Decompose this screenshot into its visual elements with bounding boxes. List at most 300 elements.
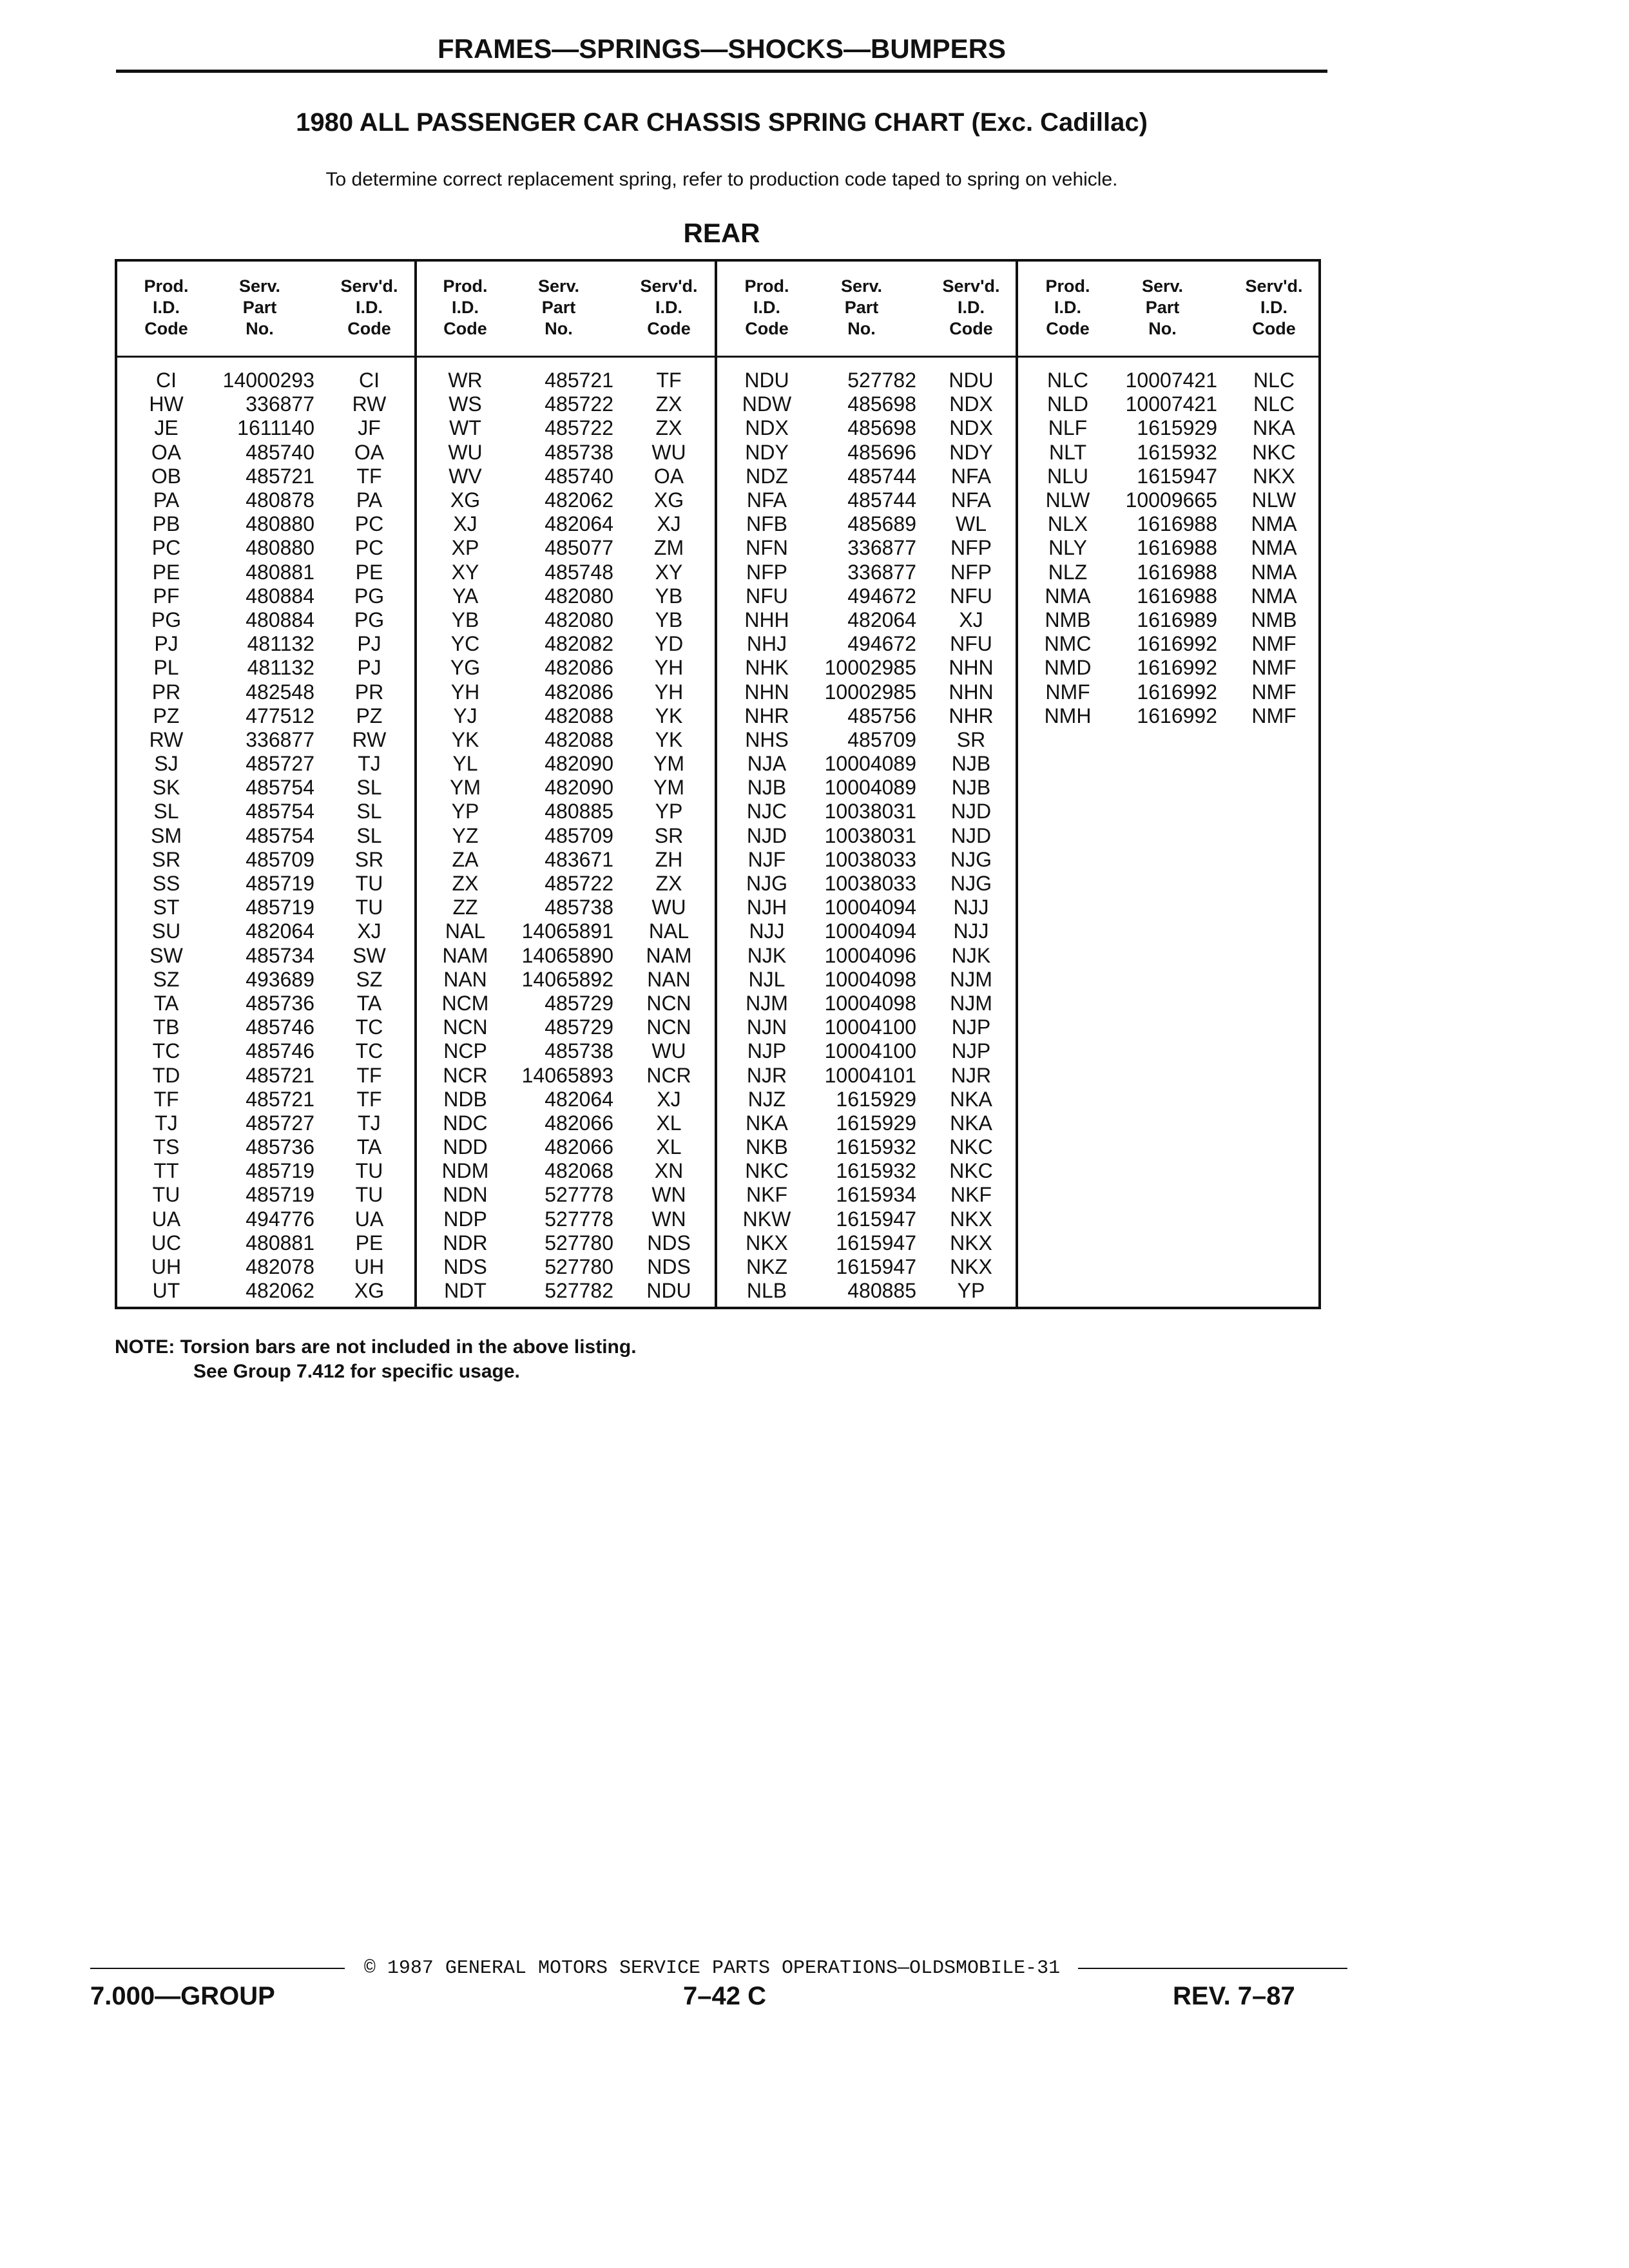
table-row <box>128 896 424 919</box>
table-row <box>427 848 724 872</box>
servd-id-code: WU <box>651 1039 686 1063</box>
servd-id-code: SZ <box>356 967 383 991</box>
servd-id-code: NJB <box>951 776 991 800</box>
prod-id-code: NLU <box>1046 464 1088 488</box>
column-headers <box>727 276 1026 340</box>
serv-part-no: 1616988 <box>1137 584 1217 608</box>
prod-id-code: TA <box>153 991 179 1015</box>
servd-id-code: SW <box>352 943 386 967</box>
table-row <box>727 872 1026 896</box>
servd-id-code: YB <box>655 584 683 608</box>
column-header: Serv'd. I.D. Code <box>640 276 698 338</box>
serv-part-no: 482066 <box>545 1135 613 1159</box>
serv-part-no: 485748 <box>545 560 613 584</box>
prod-id-code: UC <box>151 1231 182 1254</box>
table-row <box>727 1159 1026 1183</box>
column-header: Prod. I.D. Code <box>144 276 189 338</box>
prod-id-code: TT <box>153 1159 179 1183</box>
servd-id-code: TC <box>355 1015 383 1039</box>
serv-part-no: 480885 <box>847 1279 916 1303</box>
prod-id-code: YL <box>452 752 478 776</box>
table-row <box>727 680 1026 704</box>
prod-id-code: NCM <box>441 991 489 1015</box>
table-row <box>427 536 724 560</box>
table-row <box>128 968 424 992</box>
table-row <box>128 1207 424 1231</box>
serv-part-no: 527782 <box>545 1279 613 1303</box>
serv-part-no: 482090 <box>545 752 613 776</box>
prod-id-code: NLZ <box>1048 560 1088 584</box>
serv-part-no: 485722 <box>545 872 613 896</box>
column-header: Prod. I.D. Code <box>744 276 789 338</box>
servd-id-code: PJ <box>357 656 381 680</box>
serv-part-no: 485740 <box>246 440 314 464</box>
prod-id-code: NAN <box>443 967 487 991</box>
serv-part-no: 482064 <box>246 919 314 943</box>
table-row <box>427 704 724 728</box>
serv-part-no: 494672 <box>847 584 916 608</box>
servd-id-code: XL <box>656 1111 682 1135</box>
servd-id-code: PA <box>356 488 383 512</box>
servd-id-code: NDX <box>949 392 993 416</box>
table-row <box>427 632 724 656</box>
serv-part-no: 482062 <box>246 1279 314 1303</box>
serv-part-no: 10004089 <box>824 776 916 800</box>
serv-part-no: 482064 <box>847 608 916 631</box>
servd-id-code: NJJ <box>953 896 989 919</box>
table-row <box>128 656 424 680</box>
table-row <box>727 1039 1026 1063</box>
serv-part-no: 480884 <box>246 608 314 631</box>
table-row <box>727 1088 1026 1111</box>
table-row <box>727 512 1026 536</box>
servd-id-code: TC <box>355 1039 383 1063</box>
prod-id-code: TD <box>152 1063 180 1087</box>
servd-id-code: NFU <box>950 584 992 608</box>
servd-id-code: NJB <box>951 752 991 776</box>
serv-part-no: 482088 <box>545 727 613 751</box>
section-title: REAR <box>683 218 760 248</box>
table-row <box>128 536 424 560</box>
prod-id-code: NCN <box>443 1015 488 1039</box>
servd-id-code: WU <box>651 440 686 464</box>
prod-id-code: SL <box>153 800 179 823</box>
prod-id-code: OB <box>151 464 182 488</box>
table-row <box>128 728 424 752</box>
serv-part-no: 480880 <box>246 512 314 536</box>
servd-id-code: TU <box>355 1183 383 1207</box>
table-row <box>128 1135 424 1159</box>
servd-id-code: ZM <box>653 536 684 560</box>
serv-part-no: 482548 <box>246 680 314 704</box>
serv-part-no: 485746 <box>246 1039 314 1063</box>
table-row <box>128 680 424 704</box>
table-row <box>727 561 1026 584</box>
serv-part-no: 482082 <box>545 632 613 656</box>
servd-id-code: NJJ <box>953 919 989 943</box>
prod-id-code: NHR <box>744 704 789 727</box>
table-row <box>727 848 1026 872</box>
servd-id-code: YK <box>655 704 683 727</box>
table-row <box>727 728 1026 752</box>
prod-id-code: XY <box>451 560 479 584</box>
serv-part-no: 485729 <box>545 991 613 1015</box>
prod-id-code: HW <box>149 392 184 416</box>
serv-part-no: 1615929 <box>836 1087 916 1111</box>
serv-part-no: 485719 <box>246 896 314 919</box>
prod-id-code: NHJ <box>746 632 787 656</box>
servd-id-code: NAM <box>646 943 692 967</box>
column-headers <box>1028 276 1331 340</box>
serv-part-no: 1611140 <box>237 416 314 440</box>
servd-id-code: NFP <box>950 536 992 560</box>
prod-id-code: NJK <box>747 943 787 967</box>
servd-id-code: NMF <box>1251 680 1296 704</box>
prod-id-code: PC <box>151 536 181 560</box>
servd-id-code: SL <box>356 776 382 800</box>
table-row <box>128 919 424 943</box>
prod-id-code: XP <box>451 536 479 560</box>
servd-id-code: NKA <box>1253 416 1295 440</box>
prod-id-code: WR <box>448 369 483 392</box>
servd-id-code: NLW <box>1251 488 1296 512</box>
serv-part-no: 1616988 <box>1137 512 1217 536</box>
note-line-1: NOTE: Torsion bars are not included in the above listing. <box>115 1336 637 1358</box>
prod-id-code: SJ <box>154 752 178 776</box>
serv-part-no: 482086 <box>545 656 613 680</box>
servd-id-code: NHN <box>949 680 994 704</box>
table-row <box>128 944 424 968</box>
footer-page-number: 7–42 C <box>683 1982 766 2010</box>
prod-id-code: NJA <box>747 752 787 776</box>
table-row <box>427 1063 724 1087</box>
serv-part-no: 527778 <box>545 1183 613 1207</box>
servd-id-code: PJ <box>357 632 381 656</box>
prod-id-code: NHK <box>745 656 789 680</box>
prod-id-code: NDB <box>443 1087 487 1111</box>
table-row <box>1028 416 1331 440</box>
prod-id-code: UT <box>152 1279 180 1303</box>
servd-id-code: OA <box>354 440 385 464</box>
footer-group: 7.000—GROUP <box>90 1982 275 2010</box>
prod-id-code: NKA <box>746 1111 788 1135</box>
servd-id-code: ZH <box>655 847 683 871</box>
serv-part-no: 485736 <box>246 991 314 1015</box>
prod-id-code: YA <box>452 584 479 608</box>
table-row <box>727 800 1026 823</box>
prod-id-code: YJ <box>453 704 477 727</box>
column-header: Serv. Part No. <box>537 276 580 338</box>
table-row <box>1028 680 1331 704</box>
servd-id-code: XL <box>656 1135 682 1159</box>
table-row <box>128 1015 424 1039</box>
serv-part-no: 485734 <box>246 943 314 967</box>
table-row <box>427 1159 724 1183</box>
servd-id-code: NKA <box>950 1087 992 1111</box>
serv-part-no: 485729 <box>545 1015 613 1039</box>
servd-id-code: NJG <box>950 847 992 871</box>
prod-id-code: NJG <box>746 872 787 896</box>
servd-id-code: YM <box>653 776 684 800</box>
serv-part-no: 485738 <box>545 1039 613 1063</box>
servd-id-code: YH <box>654 680 684 704</box>
serv-part-no: 482068 <box>545 1159 613 1183</box>
prod-id-code: NJZ <box>747 1087 786 1111</box>
table-row <box>727 1183 1026 1207</box>
serv-part-no: 1615929 <box>1137 416 1217 440</box>
table-row <box>427 752 724 776</box>
servd-id-code: WL <box>956 512 987 536</box>
servd-id-code: PC <box>354 512 384 536</box>
note-line-2: See Group 7.412 for specific usage. <box>193 1361 520 1382</box>
serv-part-no: 14065893 <box>521 1063 613 1087</box>
servd-id-code: WU <box>651 896 686 919</box>
prod-id-code: NDT <box>444 1279 487 1303</box>
column-header: Serv. Part No. <box>238 276 281 338</box>
serv-part-no: 494776 <box>246 1207 314 1231</box>
table-row <box>727 369 1026 392</box>
servd-id-code: NKC <box>1252 440 1296 464</box>
serv-part-no: 485721 <box>545 369 613 392</box>
serv-part-no: 485744 <box>847 488 916 512</box>
servd-id-code: TF <box>356 1063 382 1087</box>
table-row <box>128 1159 424 1183</box>
footer-rule <box>90 1968 345 1969</box>
serv-part-no: 10038033 <box>824 872 916 896</box>
servd-id-code: UH <box>354 1255 385 1279</box>
serv-part-no: 14065892 <box>521 967 613 991</box>
servd-id-code: NJP <box>951 1039 991 1063</box>
table-row <box>727 1231 1026 1255</box>
serv-part-no: 10004098 <box>824 967 916 991</box>
servd-id-code: CI <box>359 369 380 392</box>
prod-id-code: SS <box>152 872 180 896</box>
servd-id-code: SL <box>356 800 382 823</box>
table-row <box>727 1135 1026 1159</box>
prod-id-code: PL <box>153 656 179 680</box>
servd-id-code: JF <box>358 416 381 440</box>
prod-id-code: NKF <box>746 1183 787 1207</box>
servd-id-code: RW <box>352 727 387 751</box>
table-row <box>727 704 1026 728</box>
servd-id-code: NMA <box>1251 584 1297 608</box>
table-row <box>727 1279 1026 1303</box>
prod-id-code: TS <box>153 1135 180 1159</box>
prod-id-code: ZZ <box>452 896 478 919</box>
table-row <box>128 1183 424 1207</box>
table-row <box>128 1088 424 1111</box>
prod-id-code: NLC <box>1046 369 1088 392</box>
serv-part-no: 527778 <box>545 1207 613 1231</box>
prod-id-code: YZ <box>452 823 479 847</box>
serv-part-no: 485721 <box>246 464 314 488</box>
prod-id-code: YG <box>450 656 481 680</box>
prod-id-code: NJH <box>746 896 787 919</box>
servd-id-code: XJ <box>657 1087 681 1111</box>
serv-part-no: 10007421 <box>1125 369 1217 392</box>
prod-id-code: TB <box>153 1015 180 1039</box>
table-row <box>727 1111 1026 1135</box>
prod-id-code: YC <box>450 632 480 656</box>
table-row <box>427 1279 724 1303</box>
table-row <box>1028 584 1331 608</box>
serv-part-no: 10038033 <box>824 847 916 871</box>
serv-part-no: 1616989 <box>1137 608 1217 631</box>
column-header: Prod. I.D. Code <box>443 276 488 338</box>
table-row <box>1028 392 1331 416</box>
servd-id-code: PE <box>355 560 383 584</box>
prod-id-code: NCP <box>443 1039 487 1063</box>
servd-id-code: NHR <box>949 704 994 727</box>
servd-id-code: NMB <box>1251 608 1297 631</box>
servd-id-code: NMA <box>1251 512 1297 536</box>
serv-part-no: 336877 <box>847 536 916 560</box>
table-row <box>1028 536 1331 560</box>
table-row <box>727 992 1026 1015</box>
prod-id-code: YK <box>451 727 479 751</box>
serv-part-no: 482086 <box>545 680 613 704</box>
table-row <box>427 1255 724 1279</box>
servd-id-code: NDU <box>949 369 994 392</box>
servd-id-code: XY <box>655 560 683 584</box>
servd-id-code: NMA <box>1251 536 1297 560</box>
table-row <box>128 1063 424 1087</box>
table-row <box>427 919 724 943</box>
table-row <box>727 919 1026 943</box>
table-row <box>727 465 1026 488</box>
table-row <box>1028 656 1331 680</box>
prod-id-code: TC <box>152 1039 180 1063</box>
table-row <box>1028 561 1331 584</box>
prod-id-code: YM <box>450 776 481 800</box>
table-row <box>727 632 1026 656</box>
serv-part-no: 480881 <box>246 560 314 584</box>
serv-part-no: 480885 <box>545 800 613 823</box>
table-row <box>128 1279 424 1303</box>
table-row <box>128 441 424 465</box>
prod-id-code: NFB <box>746 512 787 536</box>
table-row <box>427 561 724 584</box>
serv-part-no: 10004100 <box>824 1039 916 1063</box>
prod-id-code: NMA <box>1045 584 1091 608</box>
column-headers <box>427 276 724 340</box>
servd-id-code: NFA <box>950 464 992 488</box>
serv-part-no: 485727 <box>246 1111 314 1135</box>
column-header: Serv'd. I.D. Code <box>340 276 398 338</box>
servd-id-code: NJP <box>951 1015 991 1039</box>
serv-part-no: 482090 <box>545 776 613 800</box>
serv-part-no: 1616988 <box>1137 536 1217 560</box>
chart-title: 1980 ALL PASSENGER CAR CHASSIS SPRING CHART (Exc. Cadillac) <box>296 108 1148 137</box>
servd-id-code: XG <box>354 1279 385 1303</box>
prod-id-code: NDW <box>742 392 792 416</box>
prod-id-code: NJB <box>747 776 787 800</box>
table-row <box>128 416 424 440</box>
servd-id-code: NFU <box>950 632 992 656</box>
table-row <box>727 488 1026 512</box>
table-row <box>128 752 424 776</box>
servd-id-code: NDX <box>949 416 993 440</box>
serv-part-no: 480884 <box>246 584 314 608</box>
table-rows <box>128 369 424 1303</box>
prod-id-code: PF <box>153 584 180 608</box>
servd-id-code: PG <box>354 584 385 608</box>
serv-part-no: 485756 <box>847 704 916 727</box>
table-row <box>727 776 1026 800</box>
prod-id-code: SU <box>151 919 181 943</box>
prod-id-code: TU <box>152 1183 180 1207</box>
table-row <box>427 465 724 488</box>
servd-id-code: WN <box>651 1183 686 1207</box>
serv-part-no: 480878 <box>246 488 314 512</box>
prod-id-code: NJR <box>746 1063 787 1087</box>
table-rows <box>1028 369 1331 728</box>
servd-id-code: XJ <box>357 919 381 943</box>
prod-id-code: NKW <box>742 1207 791 1231</box>
servd-id-code: NKC <box>949 1159 993 1183</box>
table-row <box>427 968 724 992</box>
serv-part-no: 527782 <box>847 369 916 392</box>
prod-id-code: NKC <box>745 1159 789 1183</box>
table-rows <box>727 369 1026 1303</box>
serv-part-no: 482080 <box>545 608 613 631</box>
prod-id-code: NKZ <box>746 1255 787 1279</box>
table-row <box>727 1015 1026 1039</box>
prod-id-code: NLD <box>1046 392 1088 416</box>
serv-part-no: 1616992 <box>1137 632 1217 656</box>
prod-id-code: RW <box>149 727 184 751</box>
serv-part-no: 1616992 <box>1137 704 1217 727</box>
prod-id-code: WT <box>449 416 481 440</box>
serv-part-no: 485722 <box>545 392 613 416</box>
serv-part-no: 493689 <box>246 967 314 991</box>
table-row <box>128 392 424 416</box>
serv-part-no: 480880 <box>246 536 314 560</box>
serv-part-no: 482088 <box>545 704 613 727</box>
prod-id-code: NDM <box>441 1159 489 1183</box>
servd-id-code: YM <box>653 752 684 776</box>
servd-id-code: SR <box>956 727 986 751</box>
prod-id-code: PG <box>151 608 182 631</box>
page-header-title: FRAMES—SPRINGS—SHOCKS—BUMPERS <box>437 34 1007 64</box>
servd-id-code: NJK <box>951 943 991 967</box>
serv-part-no: 14000293 <box>222 369 314 392</box>
serv-part-no: 485719 <box>246 872 314 896</box>
column-header: Serv. Part No. <box>1141 276 1184 338</box>
servd-id-code: SL <box>356 823 382 847</box>
serv-part-no: 485698 <box>847 392 916 416</box>
table-row <box>427 1039 724 1063</box>
serv-part-no: 1615947 <box>1137 464 1217 488</box>
column-header: Serv'd. I.D. Code <box>1245 276 1303 338</box>
table-row <box>427 1088 724 1111</box>
table-row <box>727 656 1026 680</box>
servd-id-code: NDU <box>646 1279 691 1303</box>
servd-id-code: NDS <box>647 1255 691 1279</box>
table-row <box>128 1039 424 1063</box>
prod-id-code: NFU <box>746 584 788 608</box>
prod-id-code: OA <box>151 440 182 464</box>
serv-part-no: 480881 <box>246 1231 314 1254</box>
table-row <box>128 465 424 488</box>
servd-id-code: NKX <box>1253 464 1295 488</box>
prod-id-code: NDY <box>745 440 789 464</box>
serv-part-no: 485727 <box>246 752 314 776</box>
serv-part-no: 10004094 <box>824 919 916 943</box>
serv-part-no: 527780 <box>545 1231 613 1254</box>
prod-id-code: NDN <box>443 1183 488 1207</box>
prod-id-code: WS <box>448 392 482 416</box>
